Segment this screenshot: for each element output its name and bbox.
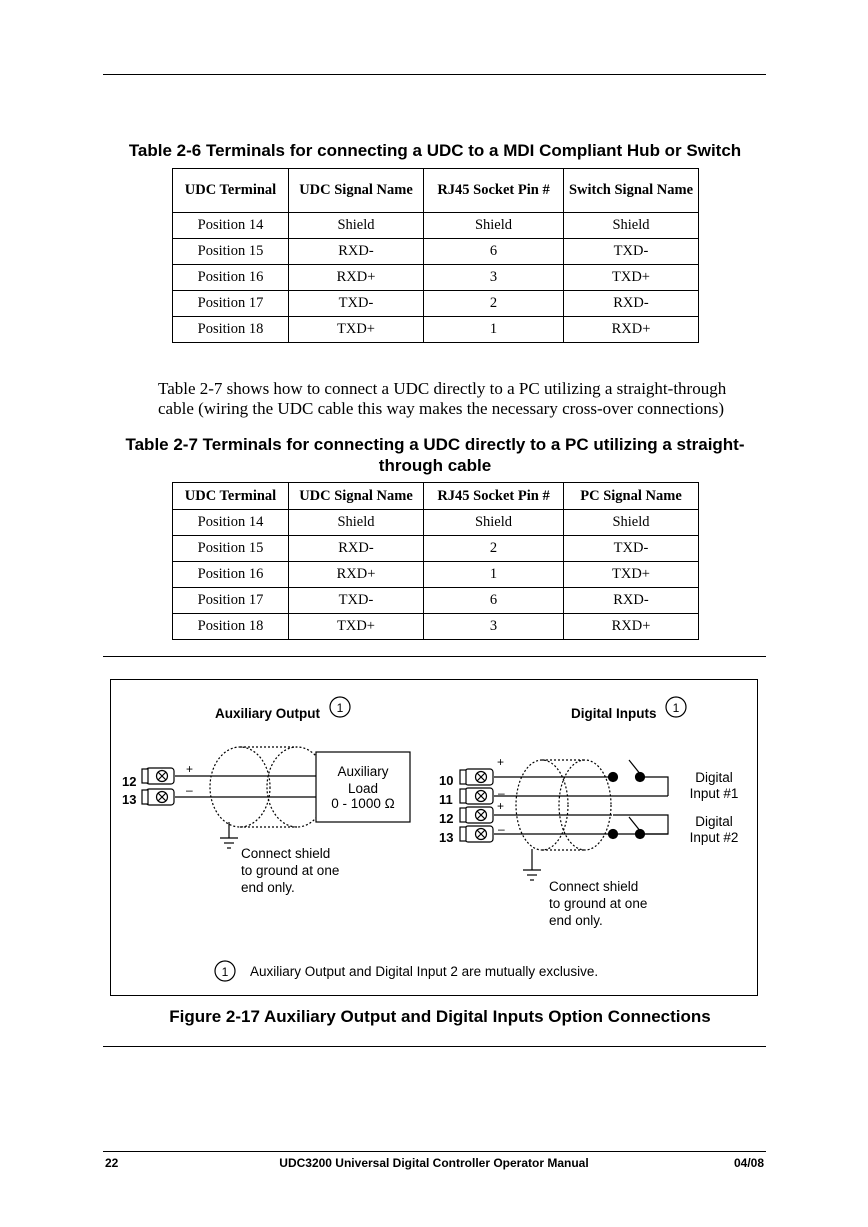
table-cell: RXD+ [564, 614, 699, 640]
table-cell: 3 [424, 265, 564, 291]
table-cell: TXD- [289, 291, 424, 317]
di2-minus: – [498, 822, 505, 836]
table-cell: TXD+ [564, 562, 699, 588]
table-cell: TXD+ [289, 317, 424, 343]
table-cell: 2 [424, 536, 564, 562]
intro-paragraph [158, 379, 778, 419]
table-cell: Position 17 [173, 291, 289, 317]
table-cell: Shield [289, 213, 424, 239]
table-cell: Position 16 [173, 562, 289, 588]
table-row [173, 588, 699, 614]
di-shield-note-2: to ground at one [549, 896, 648, 911]
aux-terminal-13: 13 [122, 792, 137, 807]
table-cell: TXD+ [289, 614, 424, 640]
table-cell: 3 [424, 614, 564, 640]
table-2-7-title-line-1: Table 2-7 Terminals for connecting a UDC directly to a PC utilizing a straight- [125, 435, 745, 454]
digital-input-1-label-line-2: Input #1 [689, 786, 739, 801]
column-header: PC Signal Name [564, 483, 699, 510]
digital-input-2-switch [609, 815, 669, 839]
footer-rule [103, 1151, 766, 1152]
aux-shield-note-1: Connect shield [241, 846, 331, 861]
column-header: RJ45 Socket Pin # [424, 169, 564, 213]
table-2-6 [172, 168, 699, 343]
table-cell: TXD+ [564, 265, 699, 291]
column-header: UDC Terminal [173, 483, 289, 510]
aux-terminal-12: 12 [122, 774, 137, 789]
di-terminal-block [460, 769, 493, 842]
table-cell: RXD+ [564, 317, 699, 343]
table-cell: Position 17 [173, 588, 289, 614]
aux-load-line-3: 0 - 1000 Ω [331, 796, 395, 811]
di1-plus: + [497, 755, 505, 769]
table-row [173, 317, 699, 343]
aux-output-title: Auxiliary Output [215, 706, 321, 721]
aux-shield-note-2: to ground at one [241, 863, 340, 878]
table-header-row [173, 483, 699, 510]
table-2-7-title [100, 434, 770, 476]
table-cell: Shield [424, 510, 564, 536]
di-shield-note-1: Connect shield [549, 879, 639, 894]
aux-plus: + [186, 762, 194, 776]
di-terminal-12: 12 [439, 811, 454, 826]
rule-below-figure [103, 1046, 766, 1047]
aux-shielded-cable [210, 747, 327, 827]
table-cell: Position 14 [173, 510, 289, 536]
table-cell: RXD- [564, 291, 699, 317]
table-cell: 1 [424, 317, 564, 343]
table-cell: Shield [424, 213, 564, 239]
footer-date: 04/08 [733, 1156, 764, 1170]
top-rule [103, 74, 766, 75]
table-2-7-title-line-2: through cable [378, 456, 492, 475]
table-cell: RXD- [289, 536, 424, 562]
wiring-diagram [111, 680, 757, 995]
table-cell: 6 [424, 239, 564, 265]
aux-terminal-block [142, 768, 174, 805]
figure-caption: Figure 2-17 Auxiliary Output and Digital Inputs Option Connections [169, 1007, 711, 1026]
table-row [173, 536, 699, 562]
table-cell: RXD- [564, 588, 699, 614]
digital-input-1-label-line-1: Digital [695, 770, 733, 785]
table-cell: Position 15 [173, 239, 289, 265]
digital-input-2-label-line-2: Input #2 [689, 830, 739, 845]
column-header: UDC Signal Name [289, 169, 424, 213]
di-terminal-11: 11 [439, 792, 453, 807]
di2-plus: + [497, 799, 505, 813]
table-cell: Shield [289, 510, 424, 536]
table-cell: Shield [564, 213, 699, 239]
table-row [173, 510, 699, 536]
note-1-marker-label: 1 [672, 701, 680, 715]
intro-line-1: Table 2-7 shows how to connect a UDC directly to a PC utilizing a straight-through [158, 379, 727, 398]
table-cell: Position 16 [173, 265, 289, 291]
table-2-7 [172, 482, 699, 640]
table-cell: Position 15 [173, 536, 289, 562]
table-row [173, 562, 699, 588]
table-cell: TXD- [564, 239, 699, 265]
wiring-figure [110, 679, 758, 996]
table-row [173, 291, 699, 317]
intro-line-2: cable (wiring the UDC cable this way makes the necessary cross-over connections) [158, 399, 724, 418]
di-shield-note-3: end only. [549, 913, 603, 928]
table-cell: 6 [424, 588, 564, 614]
table-cell: RXD+ [289, 265, 424, 291]
table-cell: RXD+ [289, 562, 424, 588]
footer-page-number: 22 [105, 1156, 119, 1170]
table-cell: 1 [424, 562, 564, 588]
di-shielded-cable [516, 760, 611, 850]
di-ground-symbol [523, 849, 541, 880]
table-cell: Position 14 [173, 213, 289, 239]
table-cell: TXD- [289, 588, 424, 614]
digital-input-2-label-line-1: Digital [695, 814, 733, 829]
table-cell: RXD- [289, 239, 424, 265]
digital-inputs-title: Digital Inputs [571, 706, 657, 721]
di-terminal-10: 10 [439, 773, 454, 788]
table-cell: Shield [564, 510, 699, 536]
table-row [173, 265, 699, 291]
table-row [173, 213, 699, 239]
column-header: RJ45 Socket Pin # [424, 483, 564, 510]
aux-load-line-1: Auxiliary [337, 764, 389, 779]
table-cell: 2 [424, 291, 564, 317]
table-2-6-title: Table 2-6 Terminals for connecting a UDC to a MDI Compliant Hub or Switch [128, 141, 742, 160]
table-cell: Position 18 [173, 614, 289, 640]
di-terminal-13: 13 [439, 830, 454, 845]
column-header: UDC Signal Name [289, 483, 424, 510]
di1-minus: – [498, 786, 505, 800]
table-header-row [173, 169, 699, 213]
figure-footnote: Auxiliary Output and Digital Input 2 are mutually exclusive. [250, 964, 599, 979]
table-cell: TXD- [564, 536, 699, 562]
aux-shield-note-3: end only. [241, 880, 295, 895]
column-header: Switch Signal Name [564, 169, 699, 213]
table-row [173, 239, 699, 265]
table-cell: Position 18 [173, 317, 289, 343]
table-row [173, 614, 699, 640]
footer-manual-title: UDC3200 Universal Digital Controller Operator Manual [279, 1156, 589, 1170]
digital-input-1-switch [609, 760, 669, 796]
note-1-marker-label: 1 [336, 701, 344, 715]
footnote-marker-label: 1 [221, 965, 229, 979]
aux-load-line-2: Load [347, 781, 379, 796]
column-header: UDC Terminal [173, 169, 289, 213]
aux-minus: – [186, 783, 193, 797]
rule-above-figure [103, 656, 766, 657]
